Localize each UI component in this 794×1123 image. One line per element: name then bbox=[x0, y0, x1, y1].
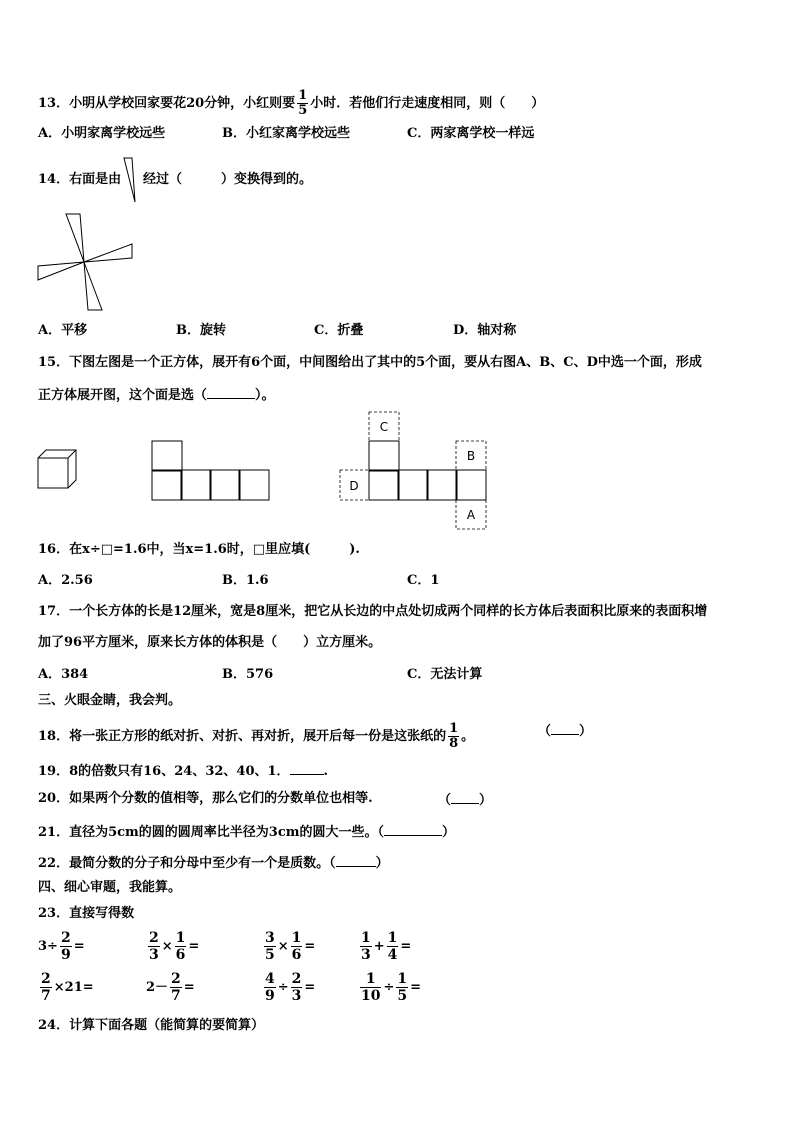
q14-stem: 14．右面是由 bbox=[38, 172, 122, 187]
q23-item-4: $\frac{1}{3}$ + $\frac{1}{4}$ = bbox=[361, 930, 412, 963]
q16-stem: 16．在x÷□=1.6中，当x=1.6时，□里应填( ). bbox=[38, 542, 360, 557]
q14-option-c: C．折叠 bbox=[314, 323, 364, 338]
q22-stem: 22．最简分数的分子和分母中至少有一个是质数。（ ） bbox=[38, 856, 389, 871]
section-4-heading: 四、细心审题，我能算。 bbox=[38, 880, 182, 895]
q23-item-1: 3÷ $\frac{2}{9}$ = bbox=[38, 930, 85, 963]
q16-option-b: B．1.6 bbox=[222, 573, 269, 588]
q17-option-c: C．无法计算 bbox=[407, 667, 483, 682]
label-c: C bbox=[379, 420, 389, 434]
q23-title: 23．直接写得数 bbox=[38, 906, 135, 921]
q23-item-5: $\frac{2}{7}$ ×21= bbox=[41, 971, 94, 1004]
q17-option-b: B．576 bbox=[222, 667, 274, 682]
fraction: $\frac{1}{8}$ bbox=[449, 721, 459, 751]
q13-option-b: B．小红家离学校远些 bbox=[222, 126, 350, 141]
fraction: $\frac{1}{5}$ bbox=[298, 88, 308, 118]
pinwheel-figure bbox=[36, 212, 136, 314]
label-d: D bbox=[349, 479, 359, 493]
choice-net-figure bbox=[336, 409, 492, 531]
triangle-figure bbox=[122, 156, 138, 204]
q23-item-8: $\frac{1}{10}$ ÷ $\frac{1}{5}$ = bbox=[361, 971, 422, 1004]
q21-answer-blank[interactable] bbox=[384, 823, 442, 836]
q20-answer-blank[interactable]: （ ） bbox=[438, 793, 493, 808]
q19-stem: 19．8的倍数只有16、24、32、40、1． . bbox=[38, 764, 329, 779]
q14-stem-b: 经过（ ）变换得到的。 bbox=[143, 172, 313, 187]
q13-option-a: A．小明家离学校远些 bbox=[38, 126, 166, 141]
q23-item-7: $\frac{4}{9}$ ÷ $\frac{2}{3}$ = bbox=[265, 971, 316, 1004]
label-a: A bbox=[466, 508, 476, 522]
q17-option-a: A．384 bbox=[38, 667, 89, 682]
q23-item-2: $\frac{2}{3}$ × $\frac{1}{6}$ = bbox=[149, 930, 200, 963]
q14-option-a: A．平移 bbox=[38, 323, 88, 338]
q16-option-a: A．2.56 bbox=[38, 573, 93, 588]
q15-line1: 15．下图左图是一个正方体，展开有6个面，中间图给出了其中的5个面，要从右图A、B、C、D中选一个面，形成 bbox=[38, 355, 702, 370]
q20-stem: 20．如果两个分数的值相等，那么它们的分数单位也相等. bbox=[38, 791, 373, 806]
q23-item-3: $\frac{3}{5}$ × $\frac{1}{6}$ = bbox=[265, 930, 316, 963]
five-face-net bbox=[150, 440, 274, 502]
q18-answer-blank[interactable]: （ ） bbox=[538, 724, 593, 739]
q13-stem: 13．小明从学校回家要花20分钟，小红则要 $\frac{1}{5}$ 小时．若他们行走速度相同，则（ ） bbox=[38, 88, 545, 118]
cube-figure bbox=[36, 448, 78, 492]
section-3-heading: 三、火眼金睛，我会判。 bbox=[38, 693, 182, 708]
q21-stem: 21．直径为5cm的圆的圆周率比半径为3cm的圆大一些。（ ） bbox=[38, 825, 456, 840]
q17-line2: 加了96平方厘米，原来长方体的体积是（ ）立方厘米。 bbox=[38, 635, 382, 650]
q14-option-d: D．轴对称 bbox=[453, 323, 517, 338]
q23-item-6: 2－ $\frac{2}{7}$ = bbox=[146, 971, 195, 1004]
q19-answer-blank[interactable] bbox=[290, 762, 324, 775]
q24-title: 24．计算下面各题（能简算的要简算） bbox=[38, 1018, 265, 1033]
q17-line1: 17．一个长方体的长是12厘米，宽是8厘米，把它从长边的中点处切成两个同样的长方体后表面积比原来的表面积增 bbox=[38, 604, 708, 619]
q13-option-c: C．两家离学校一样远 bbox=[407, 126, 535, 141]
label-b: B bbox=[466, 449, 476, 463]
q16-option-c: C．1 bbox=[407, 573, 440, 588]
q15-line2: 正方体展开图，这个面是选（ ）。 bbox=[38, 388, 275, 403]
q22-answer-blank[interactable] bbox=[336, 854, 376, 867]
q18-stem: 18．将一张正方形的纸对折、对折、再对折，展开后每一份是这张纸的 $\frac{1}{8}$ 。 bbox=[38, 721, 475, 751]
q14-option-b: B．旋转 bbox=[176, 323, 226, 338]
